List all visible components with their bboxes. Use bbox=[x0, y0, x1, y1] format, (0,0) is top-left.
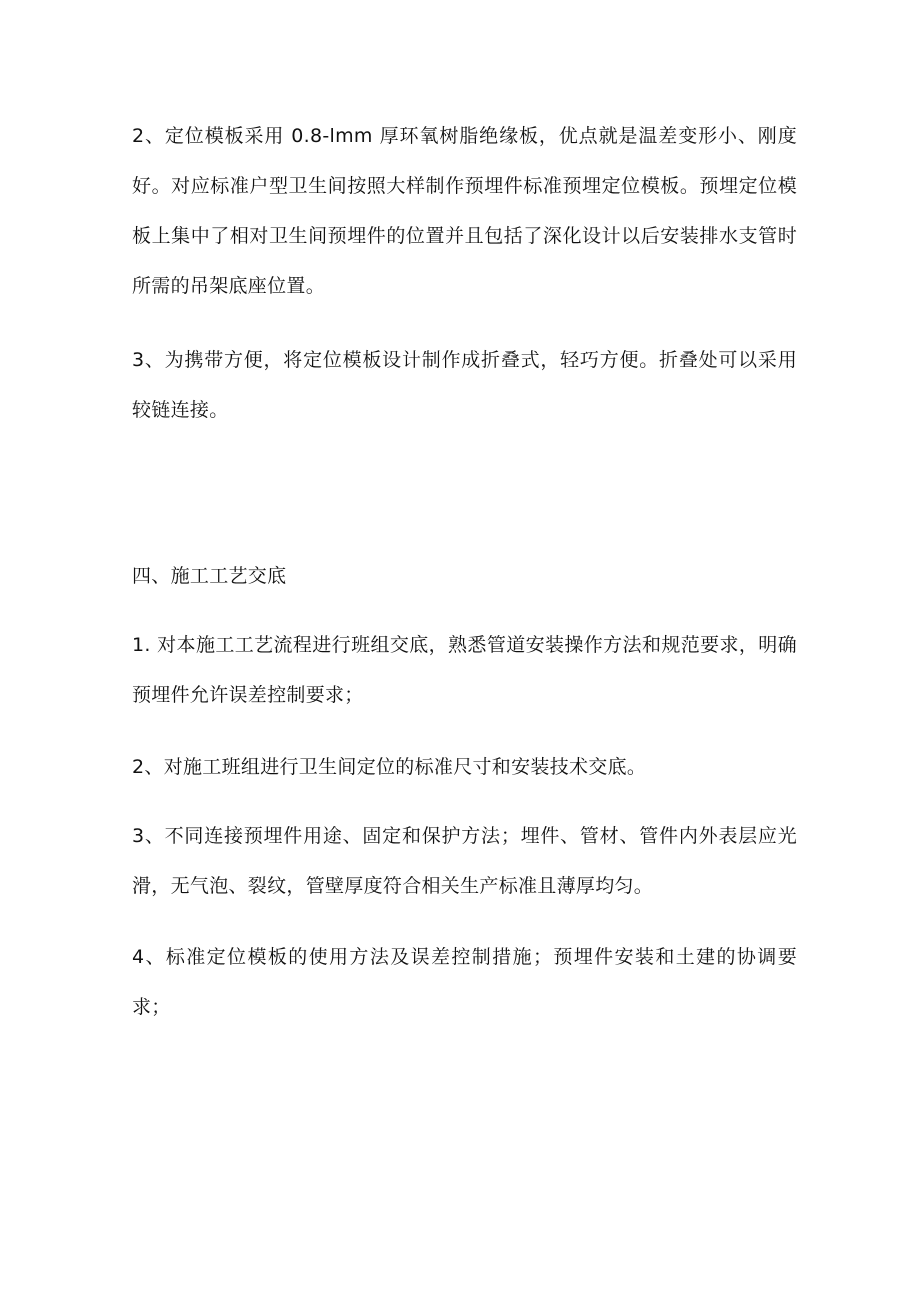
section-heading-construction-briefing: 四、施工工艺交底 bbox=[132, 565, 287, 587]
paragraph-foldable-template: 3、为携带方便，将定位模板设计制作成折叠式，轻巧方便。折叠处可以采用较链连接。 bbox=[132, 349, 797, 421]
paragraph-briefing-item-4: 4、标准定位模板的使用方法及误差控制措施；预埋件安装和土建的协调要求； bbox=[132, 946, 797, 1018]
paragraph-briefing-item-1: 1. 对本施工工艺流程进行班组交底，熟悉管道安装操作方法和规范要求，明确预埋件允许误差控制要求； bbox=[132, 634, 797, 706]
paragraph-template-material: 2、定位模板采用 0.8-lmm 厚环氧树脂绝缘板，优点就是温差变形小、刚度好。对应标准户型卫生间按照大样制作预埋件标准预埋定位模板。预埋定位模板上集中了相对卫生间预埋件的位置并且包括了深化设计以后安装排水支管时所需的吊架底座位置。 bbox=[132, 125, 797, 297]
paragraph-briefing-item-3: 3、不同连接预埋件用途、固定和保护方法；埋件、管材、管件内外表层应光滑，无气泡、裂纹，管壁厚度符合相关生产标准且薄厚均匀。 bbox=[132, 825, 797, 897]
paragraph-briefing-item-2: 2、对施工班组进行卫生间定位的标准尺寸和安装技术交底。 bbox=[132, 756, 647, 778]
